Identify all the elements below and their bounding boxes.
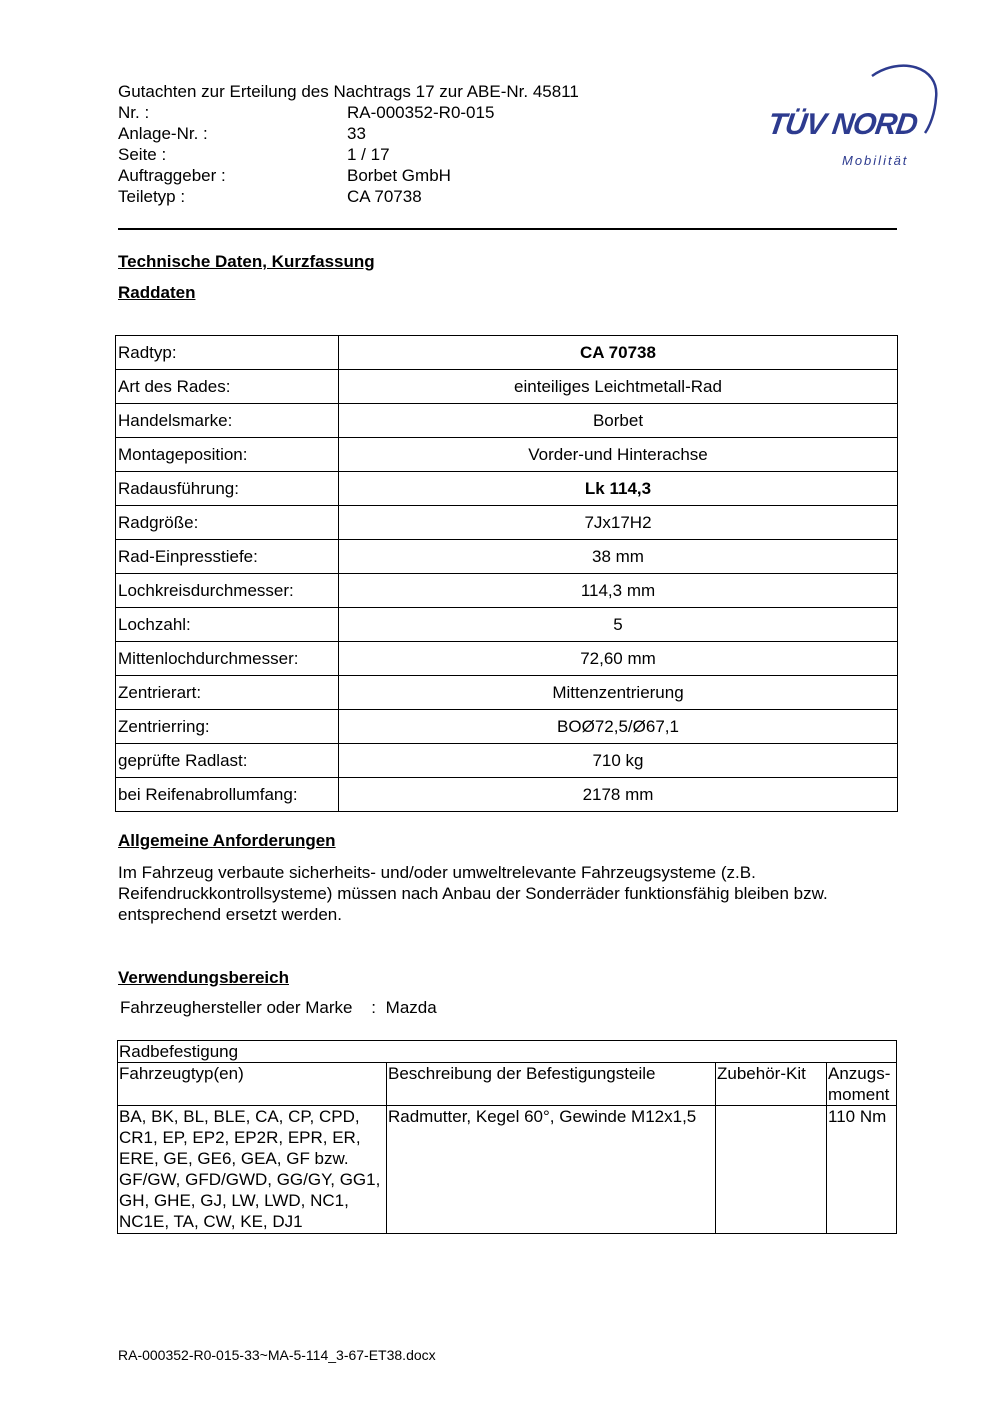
row-key: Radausführung: — [116, 472, 339, 506]
table-row — [116, 642, 898, 676]
row-key: Radgröße: — [116, 506, 339, 540]
table-row — [118, 1106, 897, 1234]
anzugsmoment-cell: 110 Nm — [827, 1106, 897, 1234]
table-row — [116, 574, 898, 608]
row-value: einteiliges Leichtmetall-Rad — [339, 370, 898, 404]
fahrzeugtypen-cell: BA, BK, BL, BLE, CA, CP, CPD, CR1, EP, EP2, EP2R, EPR, ER, ERE, GE, GE6, GEA, GF bzw. GF/GW, GFD/GWD, GG/GY, GG1, GH, GHE, GJ, LW, LWD, NC1, NC1E, TA, CW, KE, DJ1 — [118, 1106, 387, 1234]
row-value: 2178 mm — [339, 778, 898, 812]
row-key: Art des Rades: — [116, 370, 339, 404]
row-value: Borbet — [339, 404, 898, 438]
header-label: Auftraggeber : — [118, 166, 226, 185]
table-row — [116, 710, 898, 744]
row-key: Radtyp: — [116, 336, 339, 370]
hersteller-label: Fahrzeughersteller oder Marke — [120, 998, 353, 1017]
row-key: Mittenlochdurchmesser: — [116, 642, 339, 676]
raddaten-table — [115, 335, 898, 812]
table-row — [116, 438, 898, 472]
header-label: Teiletyp : — [118, 187, 186, 206]
header-value: RA-000352-R0-015 — [347, 103, 495, 122]
hersteller-separator: : — [371, 998, 376, 1017]
header-divider — [118, 228, 897, 230]
header-value: CA 70738 — [347, 187, 422, 206]
table-row — [116, 336, 898, 370]
header-value: 33 — [347, 124, 366, 143]
header-row-nr — [118, 102, 579, 123]
row-value: Lk 114,3 — [339, 472, 898, 506]
table-row — [116, 506, 898, 540]
row-key: Rad-Einpresstiefe: — [116, 540, 339, 574]
header-row-anlage — [118, 123, 579, 144]
row-value: Vorder-und Hinterachse — [339, 438, 898, 472]
fahrzeughersteller-line — [120, 998, 437, 1018]
heading-allgemeine-anforderungen: Allgemeine Anforderungen — [118, 831, 336, 850]
radbefestigung-table — [117, 1040, 897, 1234]
allgemeine-paragraph: Im Fahrzeug verbaute sicherheits- und/oder umweltrelevante Fahrzeugsysteme (z.B. Reifendruckkontrollsysteme) müssen nach Anbau der Sonderräder funktionsfähig bleiben bzw. entsprechend ersetzt werden. — [118, 863, 828, 924]
row-value: Mittenzentrierung — [339, 676, 898, 710]
column-header: Fahrzeugtyp(en) — [118, 1063, 387, 1106]
table-row — [116, 676, 898, 710]
table-row — [116, 472, 898, 506]
table-caption: Radbefestigung — [118, 1041, 897, 1063]
table-row — [116, 608, 898, 642]
row-value: 38 mm — [339, 540, 898, 574]
row-key: Zentrierring: — [116, 710, 339, 744]
row-key: Lochkreisdurchmesser: — [116, 574, 339, 608]
table-row — [116, 778, 898, 812]
footer-filename: RA-000352-R0-015-33~MA-5-114_3-67-ET38.docx — [118, 1347, 436, 1363]
table-header-row — [118, 1063, 897, 1106]
row-value: CA 70738 — [339, 336, 898, 370]
hersteller-value: Mazda — [385, 998, 437, 1017]
document-header — [118, 81, 579, 207]
document-title: Gutachten zur Erteilung des Nachtrags 17 zur ABE-Nr. 45811 — [118, 82, 579, 101]
column-header: Anzugs- moment — [827, 1063, 897, 1106]
column-header: Beschreibung der Befestigungsteile — [387, 1063, 716, 1106]
row-key: Lochzahl: — [116, 608, 339, 642]
row-value: 7Jx17H2 — [339, 506, 898, 540]
header-label: Seite : — [118, 145, 167, 164]
row-value: BOØ72,5/Ø67,1 — [339, 710, 898, 744]
header-row-auftraggeber — [118, 165, 579, 186]
heading-verwendungsbereich: Verwendungsbereich — [118, 968, 289, 987]
logo-subtitle: Mobilität — [842, 153, 909, 168]
table-row — [116, 370, 898, 404]
header-value: Borbet GmbH — [347, 166, 451, 185]
zubehoer-kit-cell — [716, 1106, 827, 1234]
heading-technische-daten: Technische Daten, Kurzfassung — [118, 252, 375, 271]
tuev-nord-logo — [760, 58, 940, 173]
row-key: Zentrierart: — [116, 676, 339, 710]
row-key: geprüfte Radlast: — [116, 744, 339, 778]
beschreibung-cell: Radmutter, Kegel 60°, Gewinde M12x1,5 — [387, 1106, 716, 1234]
table-row — [116, 404, 898, 438]
table-row — [116, 540, 898, 574]
header-row-seite — [118, 144, 579, 165]
row-value: 72,60 mm — [339, 642, 898, 676]
column-header: Zubehör-Kit — [716, 1063, 827, 1106]
header-value: 1 / 17 — [347, 145, 390, 164]
logo-brand: TÜV NORD — [765, 108, 920, 141]
row-value: 710 kg — [339, 744, 898, 778]
row-key: Montageposition: — [116, 438, 339, 472]
header-label: Anlage-Nr. : — [118, 124, 208, 143]
header-label: Nr. : — [118, 103, 150, 122]
header-row-teiletyp — [118, 186, 579, 207]
row-value: 5 — [339, 608, 898, 642]
table-caption-row — [118, 1041, 897, 1063]
table-row — [116, 744, 898, 778]
row-key: Handelsmarke: — [116, 404, 339, 438]
row-value: 114,3 mm — [339, 574, 898, 608]
row-key: bei Reifenabrollumfang: — [116, 778, 339, 812]
heading-raddaten: Raddaten — [118, 283, 196, 302]
